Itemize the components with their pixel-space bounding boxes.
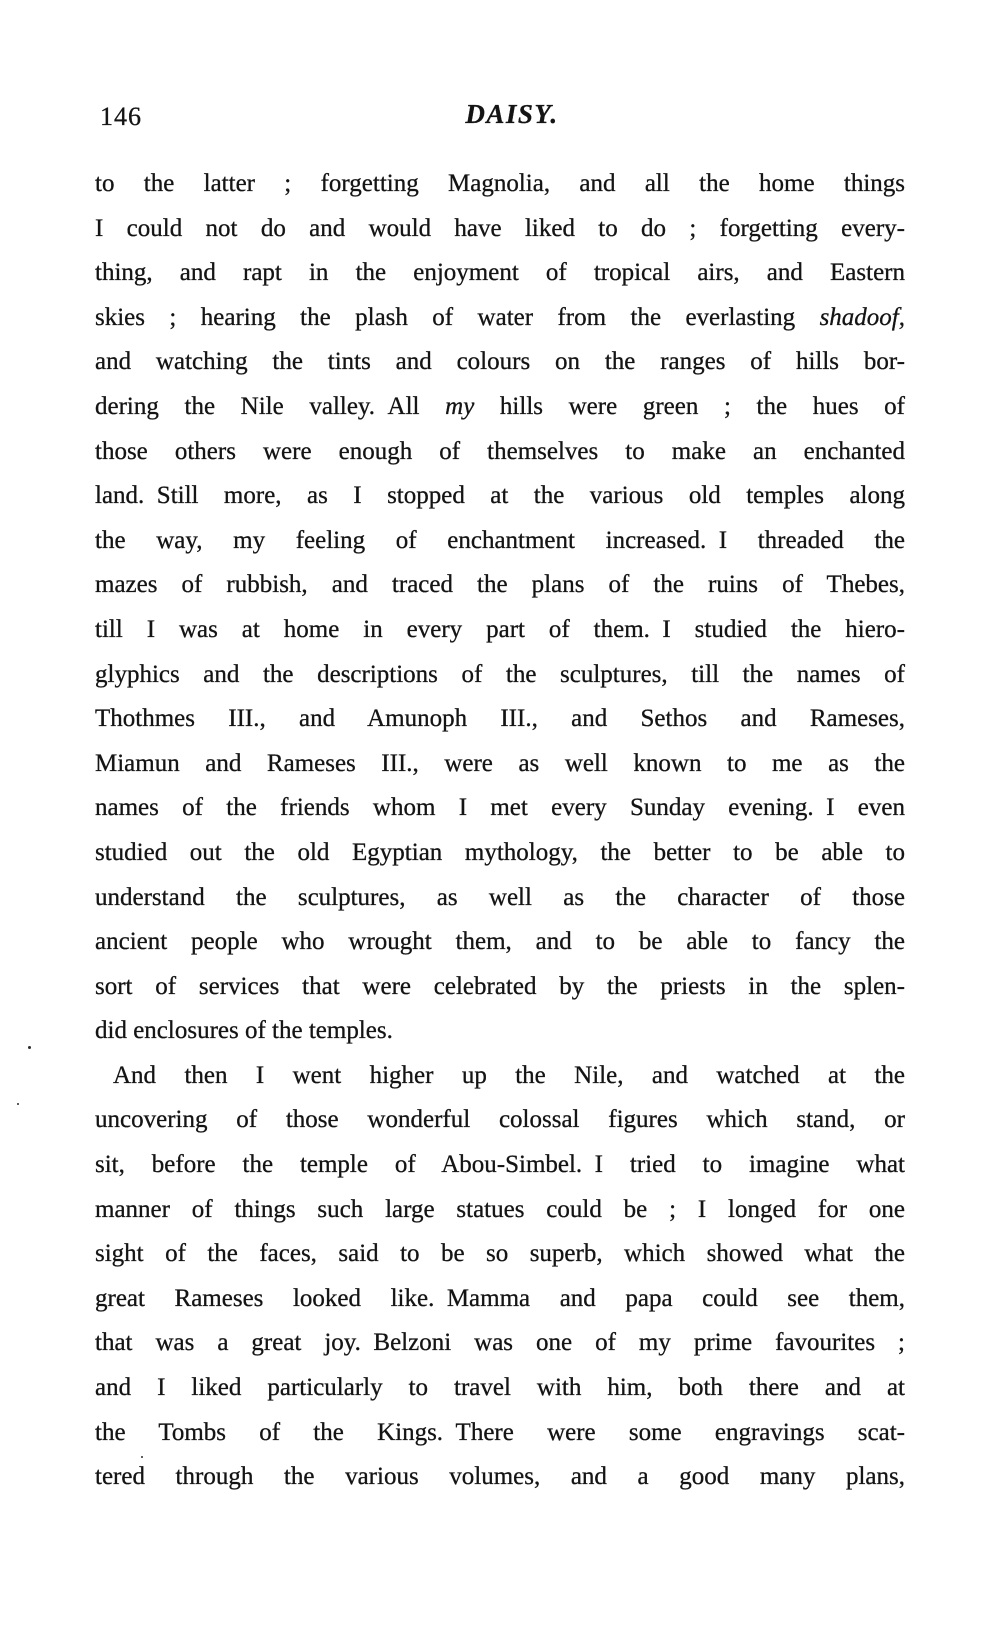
text-run: uncovering of those wonderful colossal figures which stand, or (95, 1106, 905, 1134)
text-run: thing, and rapt in the enjoyment of tropical airs, and Eastern (95, 259, 905, 287)
running-title: DAISY. (465, 99, 559, 129)
italic-text-run: shadoof, (819, 303, 905, 331)
text-line (95, 1411, 905, 1456)
text-line (95, 786, 905, 831)
text-run: dering the Nile valley. All (95, 392, 446, 420)
text-run: understand the sculptures, as well as the character of those (95, 883, 905, 911)
text-line (95, 1232, 905, 1277)
text-line (95, 430, 905, 475)
page-number: 146 (100, 102, 142, 131)
text-run: studied out the old Egyptian mythology, the better to be able to (95, 838, 905, 866)
text-line (95, 1188, 905, 1233)
text-run: glyphics and the descriptions of the sculptures, till the names of (95, 660, 905, 688)
text-run: did enclosures of the temples. (95, 1017, 393, 1045)
scan-speck (28, 1046, 31, 1049)
text-line (95, 653, 905, 698)
scan-speck (17, 1103, 19, 1105)
text-run: sight of the faces, said to be so superb, which showed what the (95, 1240, 905, 1268)
text-run: mazes of rubbish, and traced the plans of the ruins of Thebes, (95, 571, 905, 599)
text-run: And then I went higher up the Nile, and watched at the (113, 1061, 905, 1089)
text-run: the way, my feeling of enchantment increased. I threaded the (95, 526, 905, 554)
text-run: skies ; hearing the plash of water from the everlasting (95, 303, 820, 331)
text-line (95, 831, 905, 876)
text-line (95, 742, 905, 787)
scan-speck (141, 1456, 143, 1458)
text-run: manner of things such large statues could be ; I longed for one (95, 1195, 905, 1223)
text-line (95, 207, 905, 252)
text-line (95, 1366, 905, 1411)
text-line (95, 251, 905, 296)
text-run: Miamun and Rameses III., were as well known to me as the (95, 749, 905, 777)
text-run: I could not do and would have liked to do ; forgetting every- (95, 214, 905, 242)
text-line (95, 1098, 905, 1143)
text-line (95, 1054, 905, 1099)
text-line (95, 385, 905, 430)
italic-text-run: my (445, 392, 475, 420)
text-line (95, 1321, 905, 1366)
text-line (95, 162, 905, 207)
text-run: sort of services that were celebrated by the priests in the splen- (95, 972, 905, 1000)
text-line (95, 876, 905, 921)
text-run: ancient people who wrought them, and to be able to fancy the (95, 928, 905, 956)
text-run: those others were enough of themselves to make an enchanted (95, 437, 905, 465)
text-line (95, 563, 905, 608)
text-run: and watching the tints and colours on the ranges of hills bor- (95, 348, 905, 376)
text-run: tered through the various volumes, and a good many plans, (95, 1463, 905, 1491)
text-line (95, 474, 905, 519)
text-run: the Tombs of the Kings. There were some engravings scat- (95, 1418, 905, 1446)
text-line (95, 1009, 905, 1054)
text-run: till I was at home in every part of them. I studied the hiero- (95, 615, 905, 643)
text-run: Thothmes III., and Amunoph III., and Sethos and Rameses, (95, 705, 905, 733)
text-run: that was a great joy. Belzoni was one of my prime favourites ; (95, 1329, 905, 1357)
text-line (95, 1143, 905, 1188)
text-line (95, 519, 905, 564)
text-line (95, 1277, 905, 1322)
text-line (95, 697, 905, 742)
text-run: land. Still more, as I stopped at the various old temples along (95, 482, 905, 510)
text-line (95, 965, 905, 1010)
text-run: and I liked particularly to travel with him, both there and at (95, 1374, 905, 1402)
text-line (95, 296, 905, 341)
text-run: hills were green ; the hues of (474, 392, 906, 420)
text-block (95, 162, 905, 1500)
text-line (95, 920, 905, 965)
text-run: sit, before the temple of Abou-Simbel. I tried to imagine what (95, 1151, 905, 1179)
text-line (95, 608, 905, 653)
text-run: great Rameses looked like. Mamma and papa could see them, (95, 1284, 905, 1312)
text-run: names of the friends whom I met every Sunday evening. I even (95, 794, 905, 822)
text-line (95, 340, 905, 385)
text-run: to the latter ; forgetting Magnolia, and all the home things (95, 170, 905, 197)
text-line (95, 1455, 905, 1500)
